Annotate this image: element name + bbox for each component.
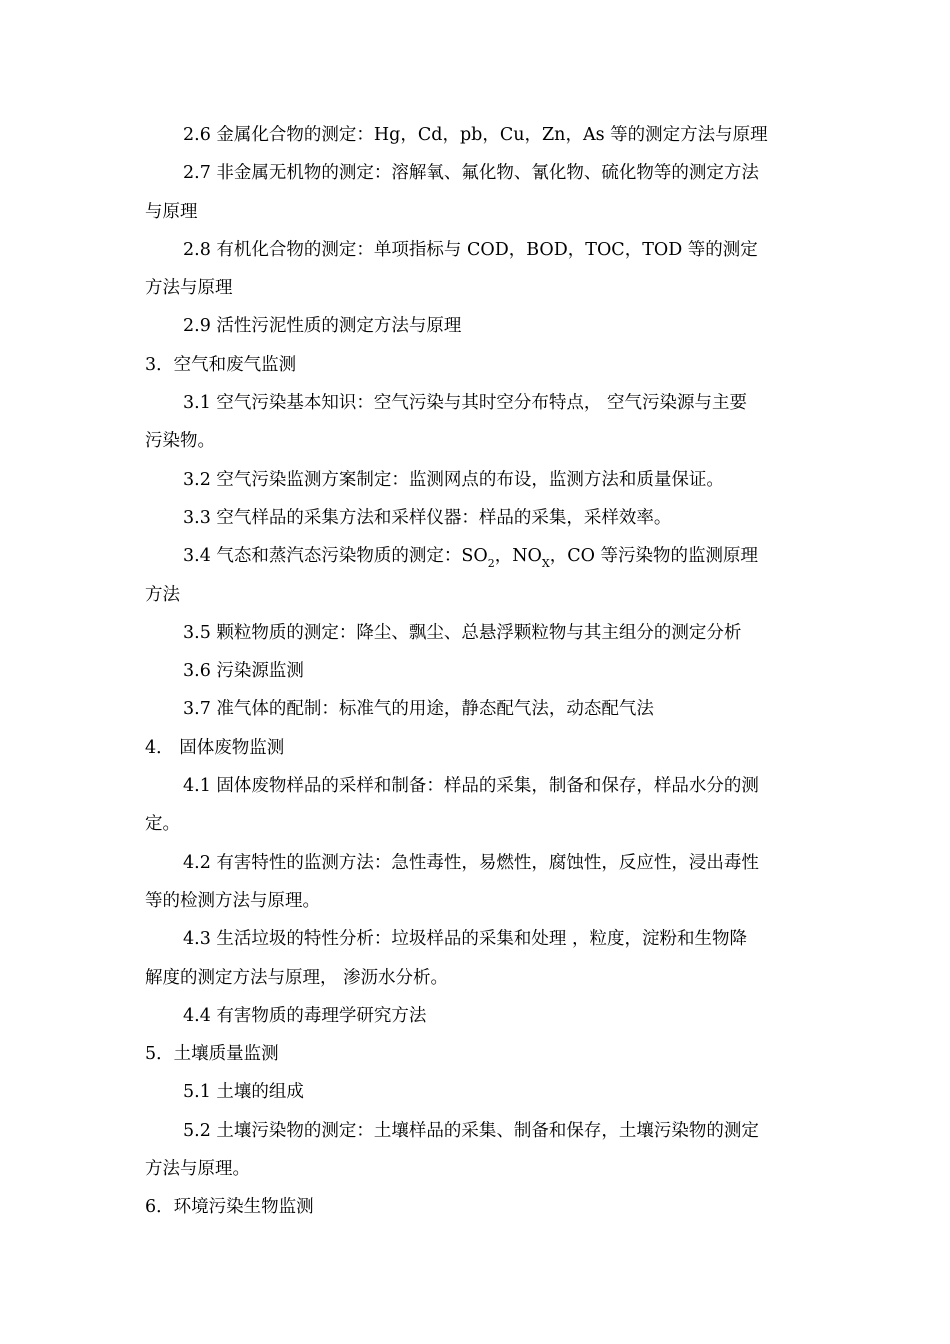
- line-5-2-cont: 方法与原理。: [145, 1159, 250, 1180]
- heading-5: 5．土壤质量监测: [145, 1044, 279, 1065]
- line-2-6: 2.6 金属化合物的测定：Hg，Cd，pb，Cu，Zn，As 等的测定方法与原理: [183, 125, 768, 145]
- line-3-3: 3.3 空气样品的采集方法和采样仪器：样品的采集，采样效率。: [183, 507, 672, 528]
- line-4-4: 4.4 有害物质的毒理学研究方法: [183, 1005, 427, 1026]
- line-2-8-cont: 方法与原理: [145, 278, 233, 299]
- line-3-1-cont: 污染物。: [145, 431, 215, 452]
- heading-3: 3．空气和废气监测: [145, 354, 297, 375]
- nox-subscript: X: [541, 557, 550, 571]
- line-2-7: 2.7 非金属无机物的测定：溶解氧、氟化物、氰化物、硫化物等的测定方法: [183, 163, 759, 184]
- document-body: [145, 116, 810, 1227]
- line-5-1: 5.1 土壤的组成: [183, 1082, 304, 1103]
- so2-subscript: 2: [487, 557, 495, 571]
- line-4-2: 4.2 有害特性的监测方法：急性毒性，易燃性，腐蚀性，反应性，浸出毒性: [183, 852, 759, 873]
- heading-4: 4． 固体废物监测: [145, 737, 285, 758]
- line-5-2: 5.2 土壤污染物的测定：土壤样品的采集、制备和保存，土壤污染物的测定: [183, 1120, 759, 1141]
- line-3-4-mid: ，NO: [494, 546, 542, 567]
- line-3-4-prefix: 3.4 气态和蒸汽态污染物质的测定：SO: [183, 546, 488, 567]
- line-2-9: 2.9 活性污泥性质的测定方法与原理: [183, 316, 462, 337]
- line-3-5: 3.5 颗粒物质的测定：降尘、飘尘、总悬浮颗粒物与其主组分的测定分析: [183, 622, 742, 643]
- line-3-7: 3.7 准气体的配制：标准气的用途，静态配气法，动态配气法: [183, 699, 654, 720]
- line-3-2: 3.2 空气污染监测方案制定：监测网点的布设，监测方法和质量保证。: [183, 469, 724, 490]
- line-2-7-cont: 与原理: [145, 201, 198, 222]
- line-3-4-cont: 方法: [145, 584, 180, 605]
- line-3-1: 3.1 空气污染基本知识：空气污染与其时空分布特点， 空气污染源与主要: [183, 393, 747, 414]
- line-3-4: [145, 537, 810, 575]
- line-4-2-cont: 等的检测方法与原理。: [145, 890, 320, 911]
- line-3-4-suffix: ，CO 等污染物的监测原理: [549, 546, 759, 567]
- line-4-3-cont: 解度的测定方法与原理， 渗沥水分析。: [145, 967, 449, 988]
- line-2-8: 2.8 有机化合物的测定：单项指标与 COD，BOD，TOC，TOD 等的测定: [183, 239, 758, 260]
- line-4-1: 4.1 固体废物样品的采样和制备：样品的采集，制备和保存，样品水分的测: [183, 776, 759, 797]
- line-4-3: 4.3 生活垃圾的特性分析：垃圾样品的采集和处理 ，粒度，淀粉和生物降: [183, 929, 747, 950]
- heading-6: 6．环境污染生物监测: [145, 1197, 314, 1218]
- line-4-1-cont: 定。: [145, 814, 180, 835]
- line-3-6: 3.6 污染源监测: [183, 661, 304, 682]
